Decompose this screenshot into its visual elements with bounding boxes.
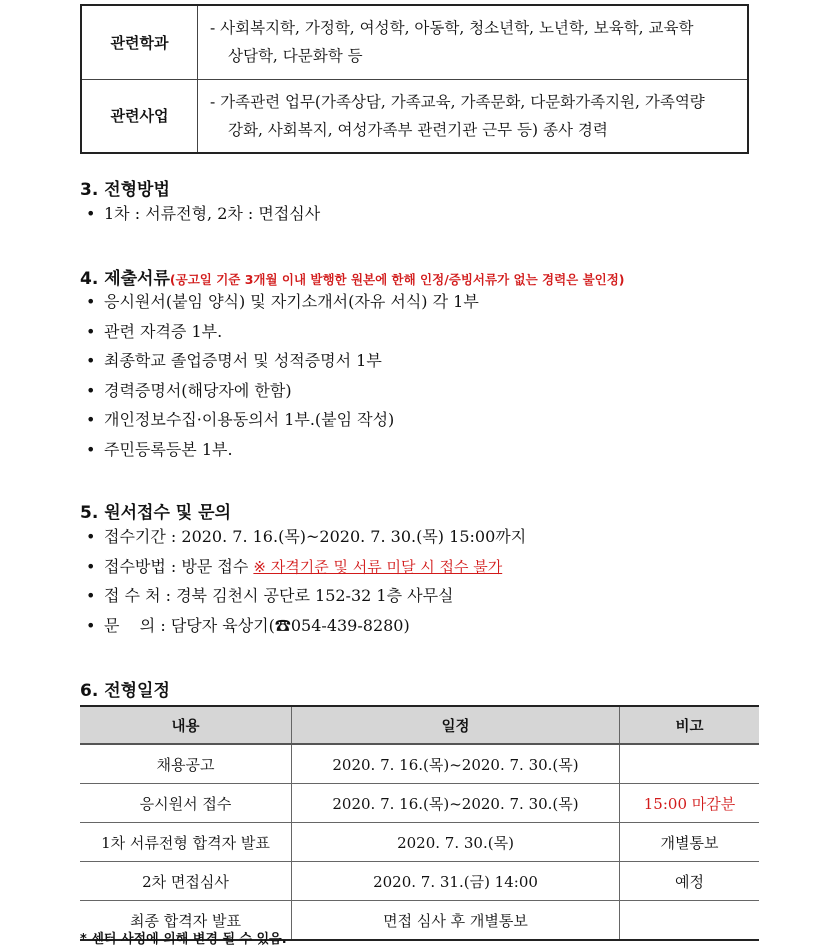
table-row [80, 823, 759, 862]
table-row [81, 79, 748, 153]
list-item-text: 경력증명서(해당자에 한함) [104, 380, 292, 400]
list-item-text: 주민등록등본 1부. [104, 439, 233, 459]
bullet-icon: • [86, 351, 96, 371]
bullet-icon: • [86, 292, 96, 311]
qualification-table [80, 4, 749, 154]
table-cell: 채용공고 [80, 744, 292, 784]
list-item-text: 접수방법 : 방문 접수 [104, 556, 249, 576]
table-cell: 응시원서 접수 [80, 784, 292, 823]
list-item [86, 552, 526, 582]
row-label: 관련학과 [81, 5, 198, 79]
section-title: 6. 전형일정 [80, 681, 170, 701]
table-header-row [80, 706, 759, 744]
table-row [80, 862, 759, 901]
list-item [86, 346, 479, 376]
table-cell [620, 744, 760, 784]
table-row [80, 784, 759, 823]
list-item-text: 개인정보수집·이용동의서 1부.(붙임 작성) [104, 410, 395, 430]
section-note: (공고일 기준 3개월 이내 발행한 원본에 한해 인정/증빙서류가 없는 경력은 불인정) [169, 272, 625, 287]
table-row [81, 5, 748, 79]
schedule-table [80, 705, 759, 941]
list-item [86, 376, 479, 406]
bullet-icon: • [86, 527, 96, 546]
table-row [80, 744, 759, 784]
list-item [86, 405, 479, 435]
list-item-text: 접 수 처 : 경북 김천시 공단로 152-32 1층 사무실 [104, 586, 454, 606]
list-item-text: 1차 : 서류전형, 2차 : 면접심사 [104, 204, 321, 223]
bullet-icon: • [86, 439, 96, 459]
section-title-text: 4. 제출서류 [80, 269, 170, 289]
table-cell: 최종 합격자 발표 [80, 901, 292, 941]
row-content [198, 5, 749, 79]
section-title [80, 264, 625, 289]
list-item [86, 581, 526, 611]
content-line: - 가족관련 업무(가족상담, 가족교육, 가족문화, 다문화가족지원, 가족역량 [210, 92, 705, 111]
table-cell [620, 901, 760, 941]
section-title: 3. 전형방법 [80, 180, 170, 200]
bullet-icon: • [86, 321, 96, 341]
bullet-icon: • [86, 410, 96, 430]
table-cell: 2차 면접심사 [80, 862, 292, 901]
content-line: 강화, 사회복지, 여성가족부 관련기관 근무 등) 종사 경력 [228, 120, 608, 139]
bullet-icon: • [86, 586, 96, 606]
list-item-text: 문 의 : 담당자 육상기(☎054-439-8280) [104, 615, 410, 635]
list-item [86, 522, 526, 552]
table-cell: 2020. 7. 31.(금) 14:00 [292, 862, 620, 901]
list-item-text: 최종학교 졸업증명서 및 성적증명서 1부 [104, 351, 382, 371]
bullet-icon: • [86, 380, 96, 400]
content-line: - 사회복지학, 가정학, 여성학, 아동학, 청소년학, 노년학, 보육학, 교육학 [210, 19, 694, 38]
table-cell: 2020. 7. 16.(목)~2020. 7. 30.(목) [292, 744, 620, 784]
list-item [86, 199, 320, 229]
bullet-icon: • [86, 204, 96, 223]
column-header: 내용 [80, 706, 292, 744]
list-item [86, 435, 479, 465]
bullet-list [86, 287, 479, 465]
bullet-icon: • [86, 615, 96, 635]
table-cell: 15:00 마감분 [620, 784, 760, 823]
table-cell: 2020. 7. 16.(목)~2020. 7. 30.(목) [292, 784, 620, 823]
list-item-text: 관련 자격증 1부. [104, 321, 223, 341]
column-header: 비고 [620, 706, 760, 744]
list-item [86, 287, 479, 317]
table-cell: 예정 [620, 862, 760, 901]
footnote: * 센터 사정에 의해 변경 될 수 있음. [80, 932, 287, 947]
bullet-icon: • [86, 556, 96, 576]
table-cell: 1차 서류전형 합격자 발표 [80, 823, 292, 862]
warning-text: ※ 자격기준 및 서류 미달 시 접수 불가 [253, 557, 503, 576]
bullet-list [86, 199, 320, 229]
row-content [198, 79, 749, 153]
table-cell: 2020. 7. 30.(목) [292, 823, 620, 862]
table-cell: 면접 심사 후 개별통보 [292, 901, 620, 941]
list-item [86, 317, 479, 347]
column-header: 일정 [292, 706, 620, 744]
section-title: 5. 원서접수 및 문의 [80, 503, 231, 523]
list-item-text: 접수기간 : 2020. 7. 16.(목)~2020. 7. 30.(목) 15:00까지 [104, 527, 527, 546]
list-item-text: 응시원서(붙임 양식) 및 자기소개서(자유 서식) 각 1부 [104, 292, 479, 311]
table-cell: 개별통보 [620, 823, 760, 862]
content-line: 상담학, 다문화학 등 [228, 47, 363, 66]
bullet-list [86, 522, 526, 640]
row-label: 관련사업 [81, 79, 198, 153]
list-item [86, 611, 526, 641]
